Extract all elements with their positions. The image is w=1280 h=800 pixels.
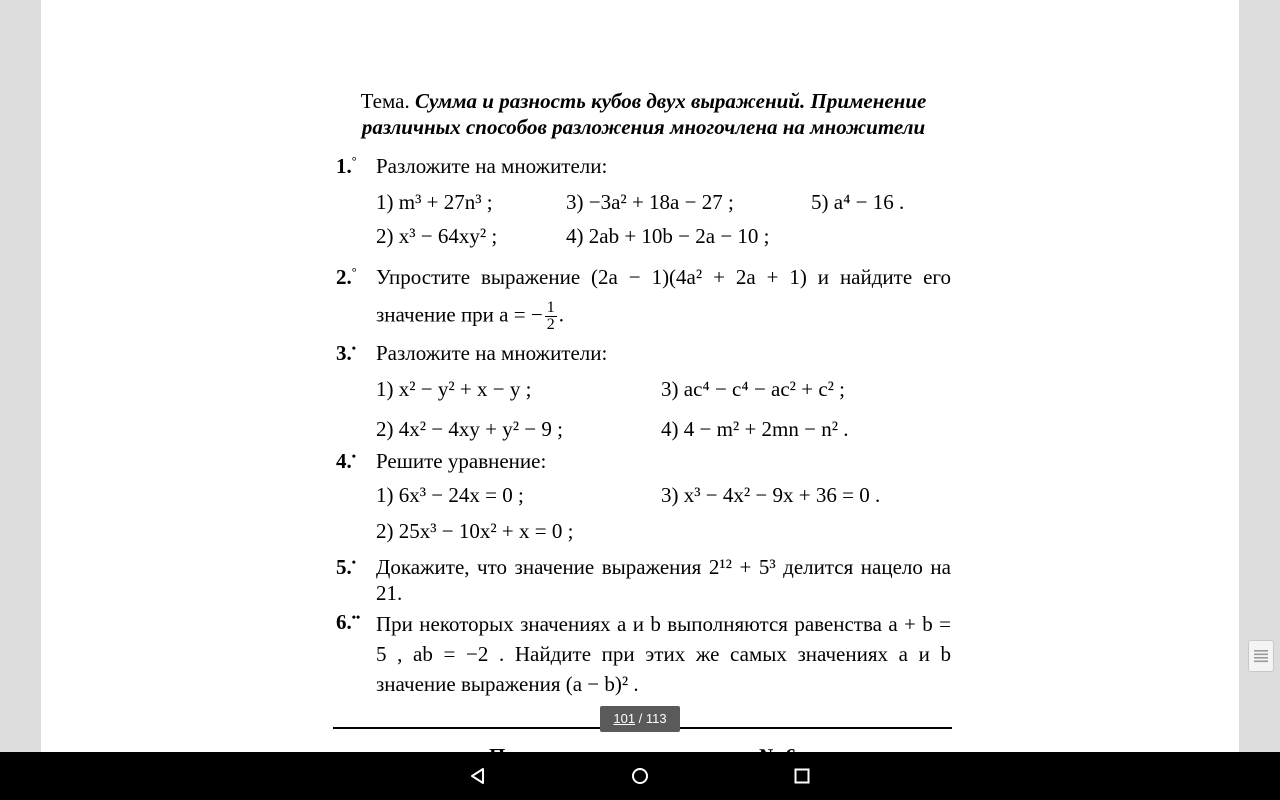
- current-page: 101: [613, 711, 636, 726]
- task-number: 6.••: [336, 610, 361, 634]
- back-button[interactable]: [466, 764, 490, 788]
- menu-lines-icon: [1253, 649, 1269, 663]
- task-2: [336, 264, 951, 336]
- task-6: [336, 609, 951, 699]
- total-pages: 113: [645, 711, 667, 726]
- page-separator: /: [635, 711, 646, 726]
- task-text: Решите уравнение:: [376, 449, 547, 473]
- list-item: 2) 25x³ − 10x² + x = 0 ;: [376, 519, 574, 543]
- page-indicator[interactable]: [600, 706, 680, 732]
- fraction: $\frac{1}{2}$: [546, 299, 555, 333]
- task-4: [336, 448, 951, 544]
- list-item: 4) 4 − m² + 2mn − n² .: [661, 417, 849, 441]
- list-item: 1) 6x³ − 24x = 0 ;: [376, 483, 524, 507]
- page-heading: [336, 88, 951, 140]
- list-item: 4) 2ab + 10b − 2a − 10 ;: [566, 224, 770, 248]
- list-item: 1) m³ + 27n³ ;: [376, 190, 493, 214]
- task-1: [336, 153, 951, 248]
- task-number: 1.°: [336, 154, 357, 178]
- system-navigation-bar: [0, 752, 1280, 800]
- task-number: 2.°: [336, 265, 357, 289]
- task-text: При некоторых значениях a и b выполняются равенства a + b = 5 , ab = −2 . Найдите при этих же самых значениях a и b значение выражения (a − b)² .: [376, 612, 951, 696]
- heading-prefix: Тема.: [360, 89, 410, 113]
- home-button[interactable]: [628, 764, 652, 788]
- task-number: 3.•: [336, 341, 356, 365]
- task-text: Разложите на множители:: [376, 341, 608, 365]
- list-item: 2) x³ − 64xy² ;: [376, 224, 498, 248]
- back-icon: [468, 766, 488, 786]
- list-item: 3) ac⁴ − c⁴ − ac² + c² ;: [661, 377, 846, 401]
- task-text-line1: Упростите выражение (2a − 1)(4a² + 2a + 1) и найдите его: [376, 265, 951, 289]
- task-3: [336, 340, 951, 440]
- home-icon: [630, 766, 650, 786]
- list-item: 3) x³ − 4x² − 9x + 36 = 0 .: [661, 483, 881, 507]
- list-item: 1) x² − y² + x − y ;: [376, 377, 532, 401]
- list-item: 5) a⁴ − 16 .: [811, 190, 905, 214]
- document-page: [41, 0, 1239, 752]
- task-5: [336, 554, 951, 606]
- task-number: 5.•: [336, 555, 356, 579]
- side-menu-handle[interactable]: [1248, 640, 1274, 672]
- recents-button[interactable]: [790, 764, 814, 788]
- task-number: 4.•: [336, 449, 356, 473]
- list-item: 3) −3a² + 18a − 27 ;: [566, 190, 734, 214]
- heading-title: Сумма и разность кубов двух выражений. Применение различных способов разложения многочлена на множители: [361, 89, 927, 139]
- recents-icon: [792, 766, 812, 786]
- list-item: 2) 4x² − 4xy + y² − 9 ;: [376, 417, 563, 441]
- task-text: Разложите на множители:: [376, 154, 608, 178]
- task-text: Докажите, что значение выражения 2¹² + 5³ делится нацело на 21.: [376, 555, 951, 605]
- task-text-line2: значение при a = − $\frac{1}{2}$ .: [376, 299, 564, 333]
